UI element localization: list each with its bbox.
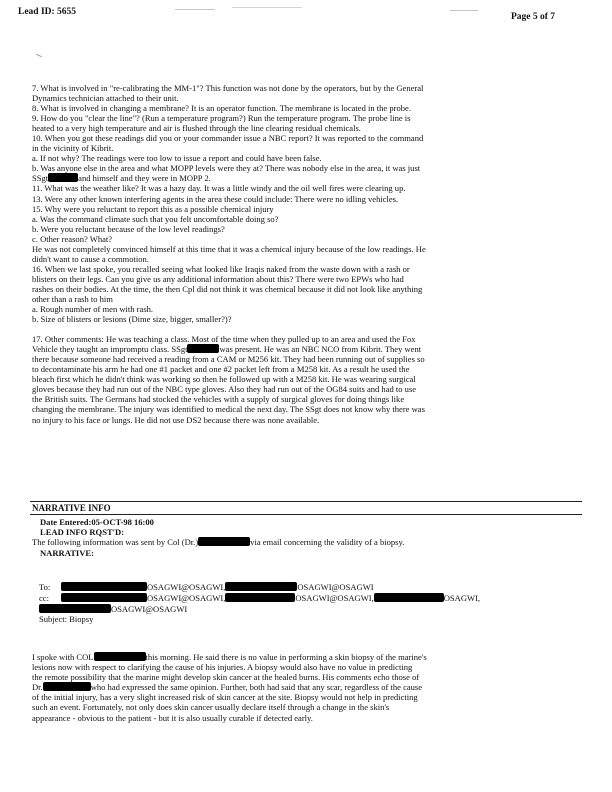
body-line: 17. Other comments: He was teaching a class. Most of the time when they pulled up to an area and used the Fox	[32, 334, 416, 345]
narrative-label: NARRATIVE:	[40, 547, 94, 558]
body-line: heated to a very high temperature and air is flushed through the line clearing residual chemicals.	[32, 123, 361, 134]
redaction-block	[187, 344, 219, 353]
body-line: of the initial injury, has a very slight increased risk of skin cancer at the site. Biopsy would not help in predicting	[32, 692, 418, 703]
body-line: b. Size of blisters or lesions (Dime size, bigger, smaller?)?	[32, 314, 232, 325]
body-line: changing the membrane. The injury was identified to medical the next day. The SSgt does not know why there was	[32, 404, 425, 415]
body-fragment: I spoke with COL	[32, 652, 94, 662]
body-line: 13. Were any other known interfering agents in the area these could include: There were no idling vehicles.	[32, 193, 399, 204]
body-fragment: this morning. He said there is no value in performing a skin biopsy of the marine's	[145, 652, 427, 662]
scan-noise	[450, 10, 478, 11]
email-header	[39, 582, 599, 625]
body-fragment: Dr.	[32, 682, 43, 693]
body-line: no injury to his face or lungs. He did not use DS2 because there was none available.	[32, 414, 320, 425]
sent-by-line	[32, 537, 602, 547]
body-fragment: was present. He was an NBC NCO from Kibrit. They went	[219, 344, 422, 355]
redaction-block	[198, 537, 250, 546]
date-entered: Date Entered:05-OCT-98 16:00	[40, 517, 154, 527]
biopsy-narrative	[32, 652, 602, 723]
body-line: the British suits. The Germans had stocked the vehicles with a supply of surgical gloves for doing things like	[32, 394, 405, 405]
body-line: a. Rough number of men with rash.	[32, 304, 154, 315]
section-title: NARRATIVE INFO	[32, 503, 111, 513]
body-line: appearance - obvious to the patient - but it is also usually curable if detected early.	[32, 712, 313, 723]
redaction-block	[43, 682, 91, 691]
body-line: didn't want to cause a commotion.	[32, 253, 149, 264]
section-divider-top	[30, 501, 582, 502]
body-line: 8. What is involved in changing a membrane? It is an operator function. The membrane is located in the probe.	[32, 103, 411, 114]
body-line: a. Was the command climate such that you felt uncomfortable doing so?	[32, 213, 279, 224]
body-line-mixed	[32, 344, 602, 354]
redaction-block	[374, 593, 444, 602]
body-line: lesions now with respect to clarifying the cause of his injuries. A biopsy would also have no value in predicting	[32, 662, 413, 673]
ssgt-label: SSgt	[32, 173, 49, 184]
body-line: the remote possibility that the marine might develop skin cancer at the healed burns. His comments echo those of	[32, 672, 420, 683]
redaction-block	[48, 173, 78, 182]
redaction-block	[61, 582, 147, 591]
to-label: To:	[39, 582, 51, 592]
email-to	[39, 582, 599, 593]
redaction-block	[39, 604, 111, 613]
redaction-block	[225, 593, 295, 602]
body-fragment: who had expressed the same opinion. Further, both had said that any scar, regardless of the cause	[90, 682, 423, 693]
lead-id: Lead ID: 5655	[18, 7, 77, 17]
body-line: a. If not why? The readings were too low to issue a report and could have been false.	[32, 153, 322, 164]
body-line: gloves because they had run out of the NBC type gloves. Also they had run out of the OG84 suits and had to use	[32, 384, 417, 395]
body-fragment: via email concerning the validity of a biopsy.	[250, 537, 405, 548]
body-line: in the vicinity of Kibrit.	[32, 143, 114, 154]
body-line-mixed	[32, 652, 602, 662]
body-line: to decontaminate his arm he had one #1 packet and one #2 packet left from a M258 kit. As a result he used the	[32, 364, 410, 375]
email-cc	[39, 593, 599, 604]
body-line: 7. What is involved in "re-calibrating the MM-1"? This function was not done by the operators, but by the General	[32, 83, 424, 93]
body-line: blisters on their legs. Can you give us any additional information about this? There were two EPWs who had	[32, 273, 404, 284]
body-line	[32, 425, 602, 435]
scan-noise	[175, 9, 215, 10]
body-line: b. Was anyone else in the area and what MOPP levels were they at? There was nobody else in the area, it was just	[32, 163, 421, 174]
redaction-block	[225, 582, 297, 591]
body-line: 15. Why were you reluctant to report this as a possible chemical injury	[32, 203, 274, 214]
body-line: 11. What was the weather like? It was a hazy day. It was a little windy and the oil well fires were clearing up.	[32, 183, 406, 194]
body-line: 10. When you got these readings did you or your commander issue a NBC report? It was reported to the command	[32, 133, 424, 144]
body-line: other than a rash to him	[32, 293, 113, 304]
body-line: Dynamics technician attached to their unit.	[32, 93, 179, 104]
body-fragment: The following information was sent by Col (Dr.)	[32, 537, 199, 548]
scan-noise	[36, 54, 42, 57]
redaction-block	[94, 652, 146, 661]
email-cc-cont	[39, 604, 599, 615]
body-fragment: Vehicle they taught an impromptu class. SSgt	[32, 344, 188, 355]
email-address: OSAGWI@OSAGWI,	[147, 582, 226, 592]
body-line: c. Other reason? What?	[32, 233, 113, 244]
body-line: there because someone had received a reading from a CAM or M256 kit. They had been running out of supplies so	[32, 354, 425, 365]
email-address: OSAGWI@OSAGWI	[297, 582, 374, 592]
body-line: bleach first which he didn't think was working so then he followed up with a M258 kit. He was wearing surgical	[32, 374, 416, 385]
section-divider-bottom	[30, 514, 582, 515]
body-line: such an event. Fortunately, not only does skin cancer usually declare itself through a change in the skin's	[32, 702, 390, 713]
page-number: Page 5 of 7	[511, 12, 556, 22]
body-line-mixed	[32, 173, 602, 183]
email-address: OSAGWI@OSAGWI	[111, 603, 188, 614]
email-address: OSAGWI@OSAGWI,	[295, 592, 374, 603]
redaction-block	[61, 593, 147, 602]
email-subject: Subject: Biopsy	[39, 614, 94, 625]
body-line: 16. When we last spoke, you recalled seeing what looked like Iraqis naked from the waste down with a rash or	[32, 263, 410, 274]
email-address: OSAGWI@OSAGWI,	[147, 592, 226, 603]
scan-noise	[232, 7, 302, 8]
cc-label: cc:	[39, 592, 49, 603]
narrative-block	[32, 517, 602, 558]
body-line: rashes on their bodies. At the time, the then Cpl did not think it was chemical because it did not look like anything	[32, 283, 423, 294]
body-line: b. Were you reluctant because of the low level readings?	[32, 223, 225, 234]
interview-body	[32, 83, 602, 435]
body-line-mixed	[32, 682, 602, 692]
body-fragment: and himself and they were in MOPP 2.	[78, 173, 211, 184]
body-line: 9. How do you "clear the line"? (Run a temperature program?) Run the temperature program. The probe line is	[32, 113, 411, 124]
email-address: OSAGWI,	[443, 592, 481, 603]
lead-info-label: LEAD INFO RQST'D:	[40, 527, 125, 538]
body-line: He was not completely convinced himself at this time that it was a chemical injury because of the low readings. He	[32, 243, 426, 254]
